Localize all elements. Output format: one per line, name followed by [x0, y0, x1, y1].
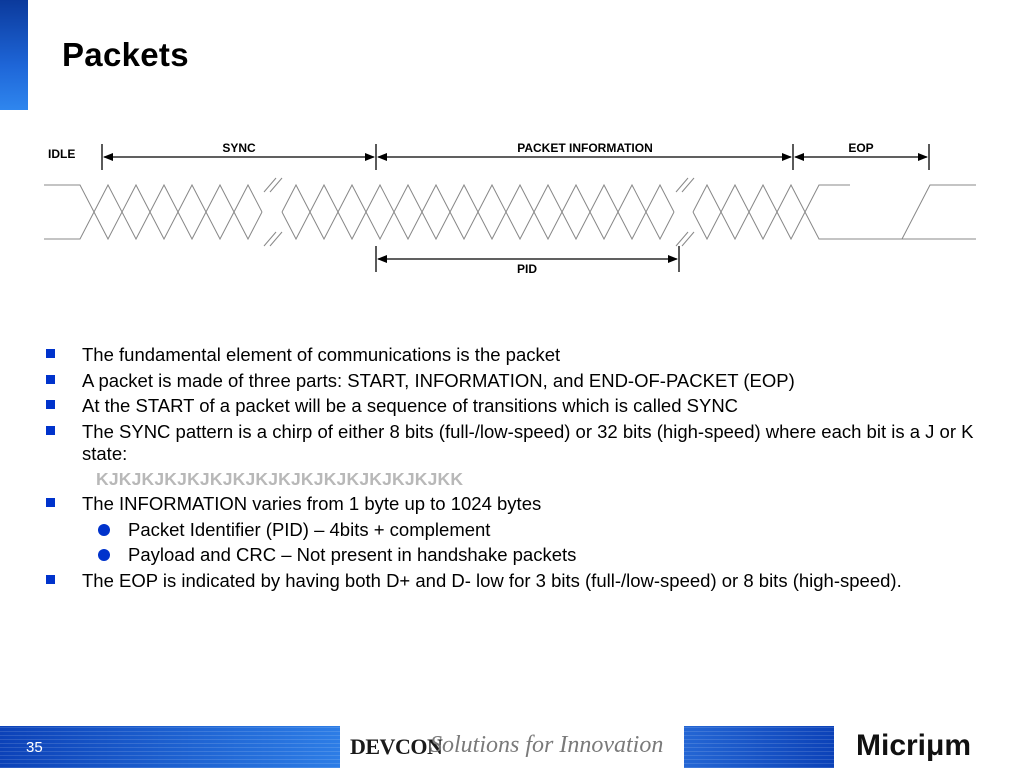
- bullet-item: [44, 493, 974, 515]
- devcon-logo: DEVCON: [350, 734, 443, 759]
- page-number: 35: [26, 739, 43, 756]
- signal-waveform: [44, 185, 976, 239]
- tagline: Solutions for Innovation: [430, 732, 664, 758]
- round-bullet-icon: [98, 524, 110, 536]
- bullet-item: [44, 370, 974, 392]
- break-markers: [264, 178, 694, 246]
- bullet-text: A packet is made of three parts: START, INFORMATION, and END-OF-PACKET (EOP): [82, 369, 795, 391]
- sub-bullet-item: [44, 544, 974, 566]
- sub-bullet-text: Packet Identifier (PID) – 4bits + complement: [128, 518, 491, 540]
- page-title: Packets: [62, 36, 189, 73]
- packet-info-label: PACKET INFORMATION: [517, 141, 653, 155]
- micrium-banner: [836, 726, 1024, 768]
- sync-pattern-text: KJKJKJKJKJKJKJKJKJKJKJKJKJKJKJKK: [96, 469, 464, 489]
- bullet-item: [44, 570, 974, 592]
- bullet-text: The fundamental element of communications is the packet: [82, 344, 561, 365]
- bullet-list: [44, 344, 974, 595]
- eop-label: EOP: [848, 141, 874, 155]
- footer-left-band: [0, 726, 340, 768]
- square-bullet-icon: [46, 498, 55, 507]
- bullet-item: [44, 421, 974, 465]
- bullet-item: [44, 344, 974, 366]
- pid-label: PID: [516, 262, 538, 276]
- bullet-text: The SYNC pattern is a chirp of either 8 bits (full-/low-speed) or 32 bits (high-speed) where each bit is a J or K state:: [82, 420, 974, 464]
- bullet-text: The EOP is indicated by having both D+ and D- low for 3 bits (full-/low-speed) or 8 bits (high-speed).: [82, 569, 902, 591]
- sync-label: SYNC: [222, 141, 256, 155]
- square-bullet-icon: [46, 375, 55, 384]
- packet-timing-diagram: [0, 0, 1024, 300]
- dimension-ticks: [102, 144, 929, 272]
- bullet-text: At the START of a packet will be a sequence of transitions which is called SYNC: [82, 395, 739, 416]
- footer-mid-band: [684, 726, 834, 768]
- square-bullet-icon: [46, 400, 55, 409]
- round-bullet-icon: [98, 549, 110, 561]
- sub-bullet-item: [44, 519, 974, 541]
- footer-bar: [0, 726, 1024, 768]
- micrium-logo: Micriμm: [856, 729, 972, 762]
- square-bullet-icon: [46, 575, 55, 584]
- square-bullet-icon: [46, 426, 55, 435]
- bullet-text: The INFORMATION varies from 1 byte up to 1024 bytes: [82, 493, 542, 514]
- square-bullet-icon: [46, 349, 55, 358]
- idle-label: IDLE: [48, 147, 76, 161]
- devcon-banner: [342, 726, 682, 768]
- bullet-item: [44, 395, 974, 417]
- sub-bullet-text: Payload and CRC – Not present in handshake packets: [128, 544, 577, 565]
